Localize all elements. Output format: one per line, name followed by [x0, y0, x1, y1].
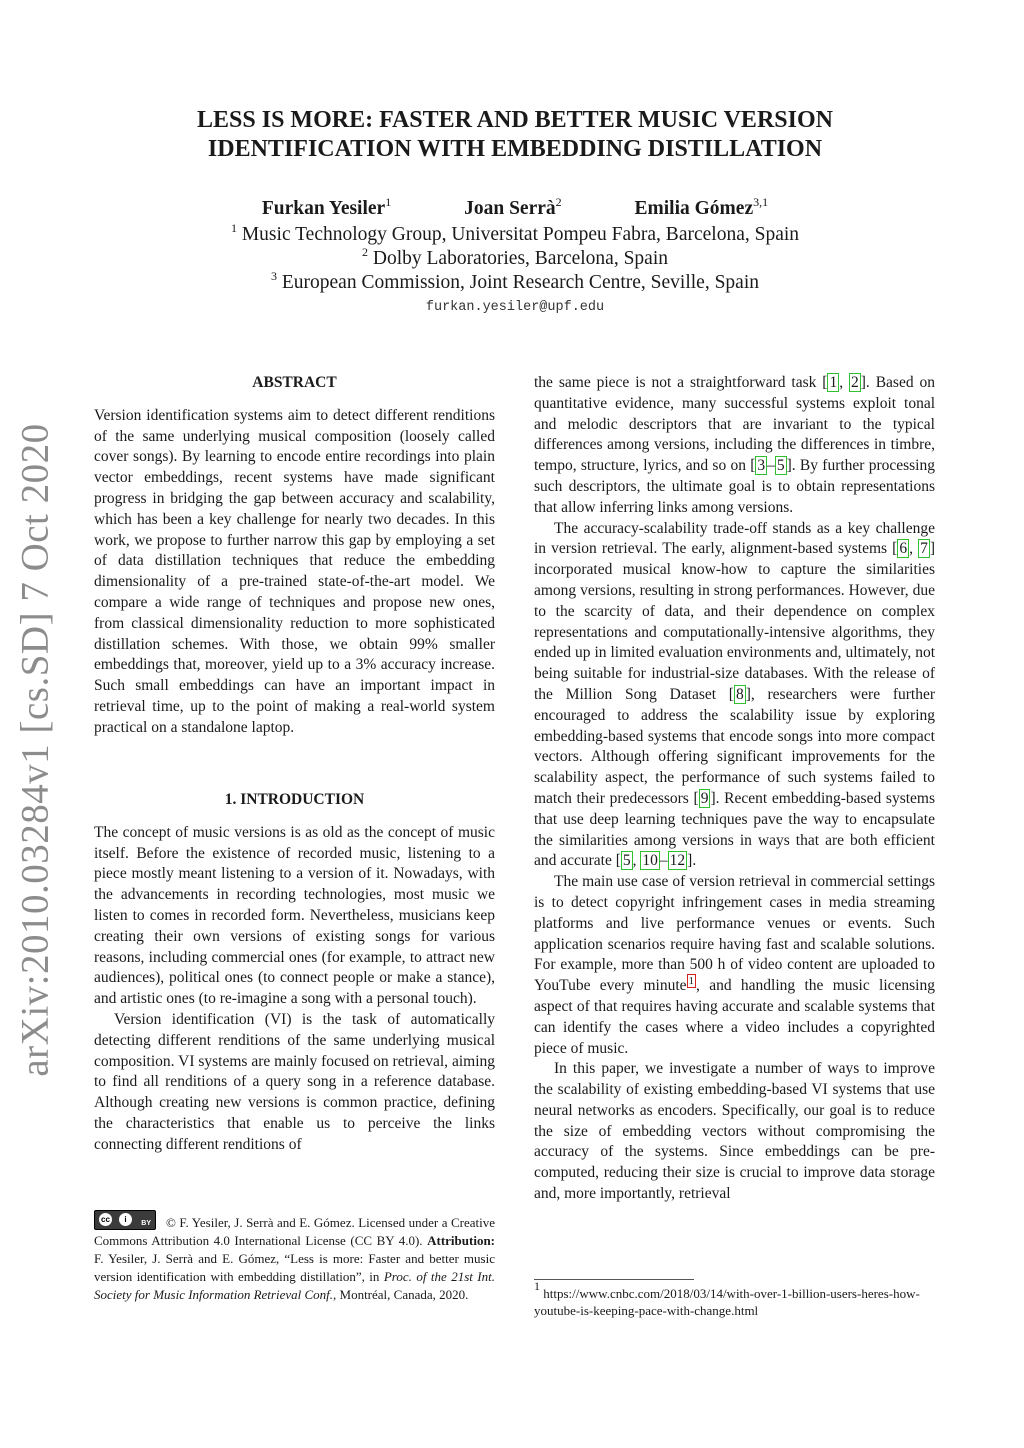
affiliations: [150, 223, 880, 295]
author-email[interactable]: furkan.yesiler@upf.edu: [425, 300, 605, 315]
footnote: $^1$ https://www.cnbc.com/2018/03/14/with-over-1-billion-users-heres-how-youtube-is-keeping-pace-with-change.html: [534, 1279, 920, 1318]
paper-title: [150, 106, 880, 164]
footnote-url[interactable]: https://www.cnbc.com/2018/03/14/with-over-1-billion-users-heres-how-youtube-is-keeping-pace-with-change.html: [534, 1286, 920, 1318]
citation-link[interactable]: 6: [899, 540, 908, 558]
author: Emilia Gómez$^{3,1}$: [634, 195, 769, 219]
citation-link[interactable]: 1: [829, 374, 838, 391]
citation-link[interactable]: 8: [735, 685, 744, 703]
cc-by-label: BY: [141, 1220, 151, 1227]
cc-by-badge[interactable]: [94, 1210, 156, 1230]
body-paragraph: In this paper, we investigate a number of ways to improve the scalability of existing embedding-based VI systems that use neural networks as encoders. Specifically, our goal is to reduce the size of embedding vectors without compromising the accuracy of the systems. Since embeddings can be pre-computed, reducing their size is crucial to improve data storage and, more importantly, retrieval: [534, 1060, 935, 1203]
affiliation: $^2$ Dolby Laboratories, Barcelona, Spain: [362, 245, 668, 269]
citation-link[interactable]: 10: [642, 852, 658, 870]
introduction-heading: 1. INTRODUCTION: [224, 791, 365, 808]
author: Furkan Yesiler$^1$: [261, 195, 392, 219]
footnote-link[interactable]: 1: [688, 975, 695, 988]
arxiv-identifier: arXiv:2010.03284v1 [cs.SD] 7 Oct 2020: [13, 423, 57, 1077]
body-paragraph: The accuracy-scalability trade-off stands as a key challenge in version retrieval. The early, alignment-based systems [ 6 , 7 ] incorporated musical know-how to capture the similarities among versions, resulting in strong performances. However, due to the scarcity of data, and their dependence on complex representations and computationally-intensive algorithms, they ended up in limited evaluation environments and, ultimately, not being suitable for industrial-size databases. With the release of the Million Song Dataset [ 8 ], researchers were further encouraged to address the scalability issue by exploring embedding-based systems that encode songs into more compact vectors. Although offering significant improvements for the scalability aspect, the performance of such systems failed to match their predecessors [ 9 ]. Recent embedding-based systems that use deep learning techniques pave the way to encapsulate the similarities among versions in ways that are both efficient and accurate [ 5 , 10 – 12 ].: [534, 519, 936, 870]
citation-link[interactable]: 12: [669, 852, 686, 870]
abstract-text: Version identification systems aim to detect different renditions of the same underlying musical composition (loosely called cover songs). By learning to encode entire recordings into plain vector embeddings, recent systems have made significant progress in bridging the gap between accuracy and scalability, which has been a key challenge for nearly two decades. In this work, we propose to further narrow this gap by employing a set of data distillation techniques that reduce the embedding dimensionality of a pre-trained state-of-the-art model. We compare a wide range of techniques and propose new ones, from classical dimensionality reduction to more sophisticated distillation schemes. With those, we obtain 99% smaller embeddings that, moreover, yield up to a 3% accuracy increase. Such small embeddings can have an important impact in retrieval time, up to the point of making a real-world system practical on a standalone laptop.: [94, 406, 495, 736]
arxiv-sidebar: [4, 423, 66, 1077]
citation-link[interactable]: 2: [851, 374, 859, 391]
attribution-icon: i: [119, 1213, 132, 1226]
abstract-section: [94, 373, 495, 739]
affiliation: $^3$ European Commission, Joint Research Centre, Seville, Spain: [270, 269, 759, 293]
citation-link[interactable]: 9: [700, 789, 709, 807]
intro-paragraph-1: The concept of music versions is as old as the concept of music itself. Before the existence of recorded music, listening to a piece mostly meant listening to a version of it. Nowadays, with the advancements in recording technologies, most music we listen to comes in recorded form. Nevertheless, musicians keep creating their own versions of existing songs for various reasons, including commercial ones (for example, to attract new audiences), political ones (to connect people or make a stance), and artistic ones (to re-imagine a song with a personal touch).: [94, 823, 495, 1008]
citation-link[interactable]: 7: [920, 540, 928, 558]
title-line-2: IDENTIFICATION WITH EMBEDDING DISTILLATION: [207, 136, 823, 162]
citation-link[interactable]: 3: [757, 457, 766, 475]
footnote-divider: [534, 1279, 694, 1280]
title-line-1: LESS IS MORE: FASTER AND BETTER MUSIC VERSION: [197, 107, 833, 133]
abstract-heading: ABSTRACT: [252, 374, 337, 391]
citation-link[interactable]: 5: [776, 457, 785, 475]
author: Joan Serrà$^2$: [464, 195, 562, 219]
introduction-section: [94, 790, 495, 1156]
intro-paragraph-2: Version identification (VI) is the task of automatically detecting different renditions of the same underlying musical composition. VI systems are mainly focused on retrieval, aiming to find all renditions of a query song in a reference database. Although creating new versions is common practice, defining the characteristics that enable us to perceive the links connecting different renditions of: [94, 1010, 495, 1153]
cc-icon: cc: [99, 1213, 112, 1226]
author-list: [150, 195, 880, 220]
introduction-continued: [534, 373, 935, 1205]
citation-link[interactable]: 5: [622, 852, 631, 870]
body-paragraph: the same piece is not a straightforward task [ 1 , 2 ]. Based on quantitative evidence, many successful systems exploit tonal and melodic descriptors that are invariant to the typical differences among versions, including the differences in timbre, tempo, structure, lyrics, and so on [ 3 – 5 ]. By further processing such descriptors, the ultimate goal is to obtain representations that allow inferring links among versions.: [534, 374, 936, 516]
affiliation: $^1$ Music Technology Group, Universitat Pompeu Fabra, Barcelona, Spain: [230, 221, 800, 245]
license-notice: cc i BY © F. Yesiler, J. Serrà and E. Gómez. Licensed under a Creative Commons Attribution 4.0 International License (CC BY 4.0). Attribution: F. Yesiler, J. Serrà and E. Gómez, “Less is more: Faster and better music version identification with embedding distillation”, in Proc. of the 21st Int. Society for Music Information Retrieval Conf., Montréal, Canada, 2020.: [94, 1210, 495, 1304]
body-paragraph: The main use case of version retrieval in commercial settings is to detect copyright infringement cases in media streaming platforms and live performance venues or events. Such application scenarios require having fast and scalable solutions. For example, more than 500 h of video content are uploaded to YouTube every minute $^1$ , and handling the music licensing aspect of that requires having accurate and scalable systems that can identify the cases where a video includes a copyrighted piece of music.: [534, 873, 935, 1057]
